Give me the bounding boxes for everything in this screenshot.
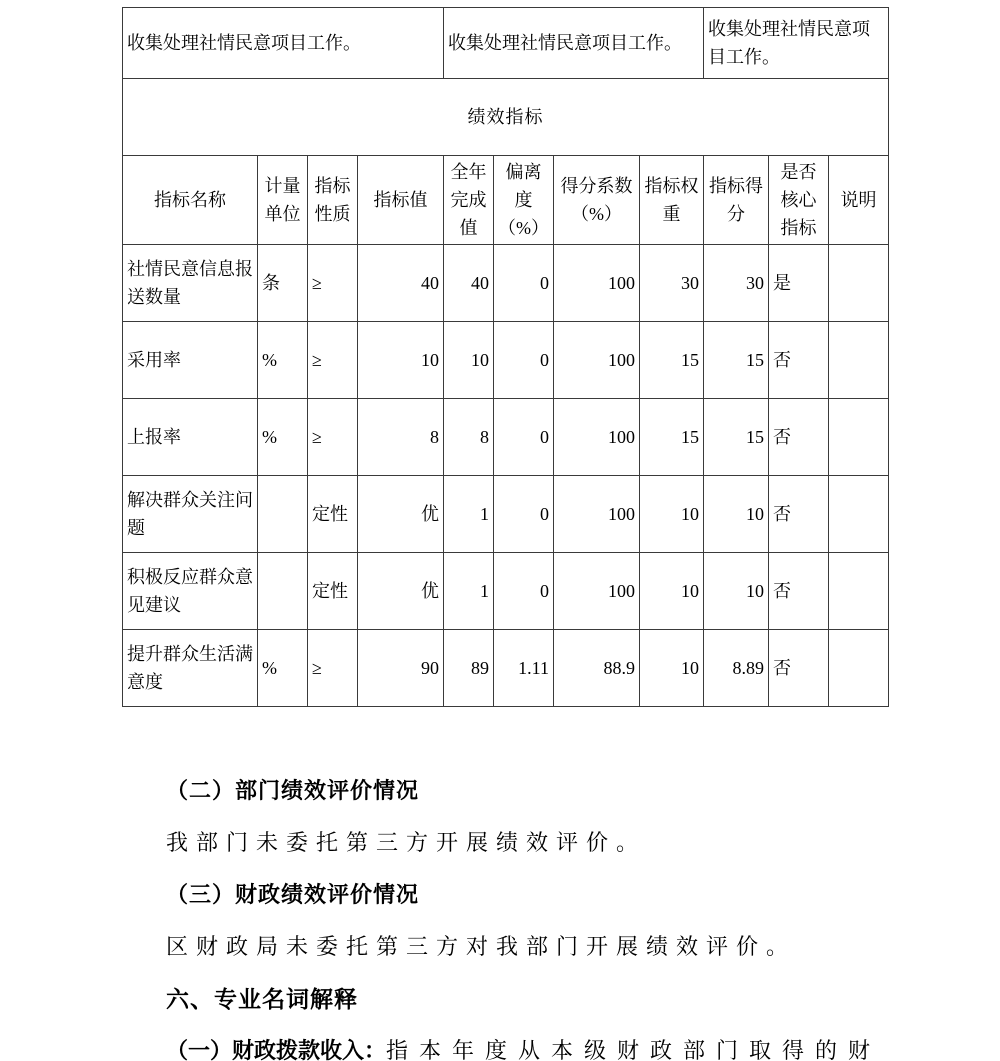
table-cell: 条 [258,245,308,322]
table-cell: 100 [554,399,640,476]
table-cell: ≥ [308,245,358,322]
table-cell: 积极反应群众意见建议 [123,553,258,630]
document-content [122,7,888,1061]
table-cell [829,245,889,322]
table-cell [829,553,889,630]
table-cell: 15 [704,322,769,399]
dept-eval-heading: （二）部门绩效评价情况 [166,778,420,803]
terms-heading: 六、专业名词解释 [166,986,358,1012]
table-cell: 100 [554,245,640,322]
table-row [123,553,889,630]
header-cell: 计量单位 [258,156,308,245]
term-definition-line [166,1037,888,1061]
table-cell: 否 [769,476,829,553]
table-cell: 90 [358,630,444,707]
table-row [123,476,889,553]
table-cell [829,322,889,399]
performance-indicator-table [122,7,889,707]
table-cell: 解决群众关注问题 [123,476,258,553]
section-title-row [123,79,889,156]
table-cell: ≥ [308,630,358,707]
table-cell: 优 [358,553,444,630]
table-cell: ≥ [308,399,358,476]
table-cell [829,476,889,553]
term-text: 指本年度从本级财政部门取得的财 [386,1038,882,1061]
table-cell: 8.89 [704,630,769,707]
table-cell: 10 [358,322,444,399]
table-cell: 0 [494,476,554,553]
table-cell: 定性 [308,476,358,553]
header-cell: 指标名称 [123,156,258,245]
table-cell: 10 [444,322,494,399]
header-row [123,156,889,245]
table-cell: 0 [494,322,554,399]
header-cell: 是否核心指标 [769,156,829,245]
table-cell: 10 [704,553,769,630]
table-cell: 15 [704,399,769,476]
table-cell: 0 [494,245,554,322]
header-cell: 指标性质 [308,156,358,245]
table-cell [258,476,308,553]
table-cell: ≥ [308,322,358,399]
table-cell: 否 [769,630,829,707]
table-cell: 88.9 [554,630,640,707]
project-scope-cell: 收集处理社情民意项目工作。 [704,8,889,79]
table-cell: 优 [358,476,444,553]
table-cell: 否 [769,399,829,476]
table-cell: 提升群众生活满意度 [123,630,258,707]
table-cell: 10 [640,553,704,630]
fiscal-eval-heading: （三）财政绩效评价情况 [166,882,420,907]
table-cell: 0 [494,553,554,630]
table-cell: 否 [769,553,829,630]
table-cell: 15 [640,399,704,476]
dept-eval-body: 我部门未委托第三方开展绩效评价。 [166,830,647,855]
project-scope-cell: 收集处理社情民意项目工作。 [123,8,444,79]
table-cell: % [258,630,308,707]
table-cell: 100 [554,322,640,399]
table-cell [829,630,889,707]
section-title-cell: 绩效指标 [123,79,889,156]
table-cell: 定性 [308,553,358,630]
table-cell: 89 [444,630,494,707]
table-cell: 100 [554,476,640,553]
table-row [123,245,889,322]
table-cell [829,399,889,476]
table-cell: % [258,399,308,476]
table-cell: 40 [444,245,494,322]
table-cell: 15 [640,322,704,399]
table-cell: 10 [640,476,704,553]
term-lead: （一）财政拨款收入： [166,1038,387,1061]
project-scope-cell: 收集处理社情民意项目工作。 [444,8,704,79]
table-cell: 采用率 [123,322,258,399]
table-cell: 30 [704,245,769,322]
header-cell: 指标权重 [640,156,704,245]
fiscal-eval-body: 区财政局未委托第三方对我部门开展绩效评价。 [166,934,797,959]
table-cell: 8 [358,399,444,476]
table-cell: 上报率 [123,399,258,476]
header-cell: 偏离度（%） [494,156,554,245]
header-cell: 指标得分 [704,156,769,245]
table-cell: 10 [640,630,704,707]
table-cell: 1 [444,476,494,553]
table-cell: 40 [358,245,444,322]
table-row [123,399,889,476]
table-cell: 10 [704,476,769,553]
header-cell: 说明 [829,156,889,245]
table-cell: 1.11 [494,630,554,707]
table-cell: 30 [640,245,704,322]
performance-table-body [123,8,889,707]
table-cell: 是 [769,245,829,322]
table-row [123,630,889,707]
table-cell [258,553,308,630]
table-cell: 社情民意信息报送数量 [123,245,258,322]
table-row [123,322,889,399]
project-row [123,8,889,79]
table-cell: 1 [444,553,494,630]
text-section [122,777,888,1061]
header-cell: 指标值 [358,156,444,245]
table-cell: 100 [554,553,640,630]
header-cell: 得分系数（%） [554,156,640,245]
table-cell: 否 [769,322,829,399]
table-cell: 8 [444,399,494,476]
table-cell: 0 [494,399,554,476]
table-cell: % [258,322,308,399]
header-cell: 全年完成值 [444,156,494,245]
